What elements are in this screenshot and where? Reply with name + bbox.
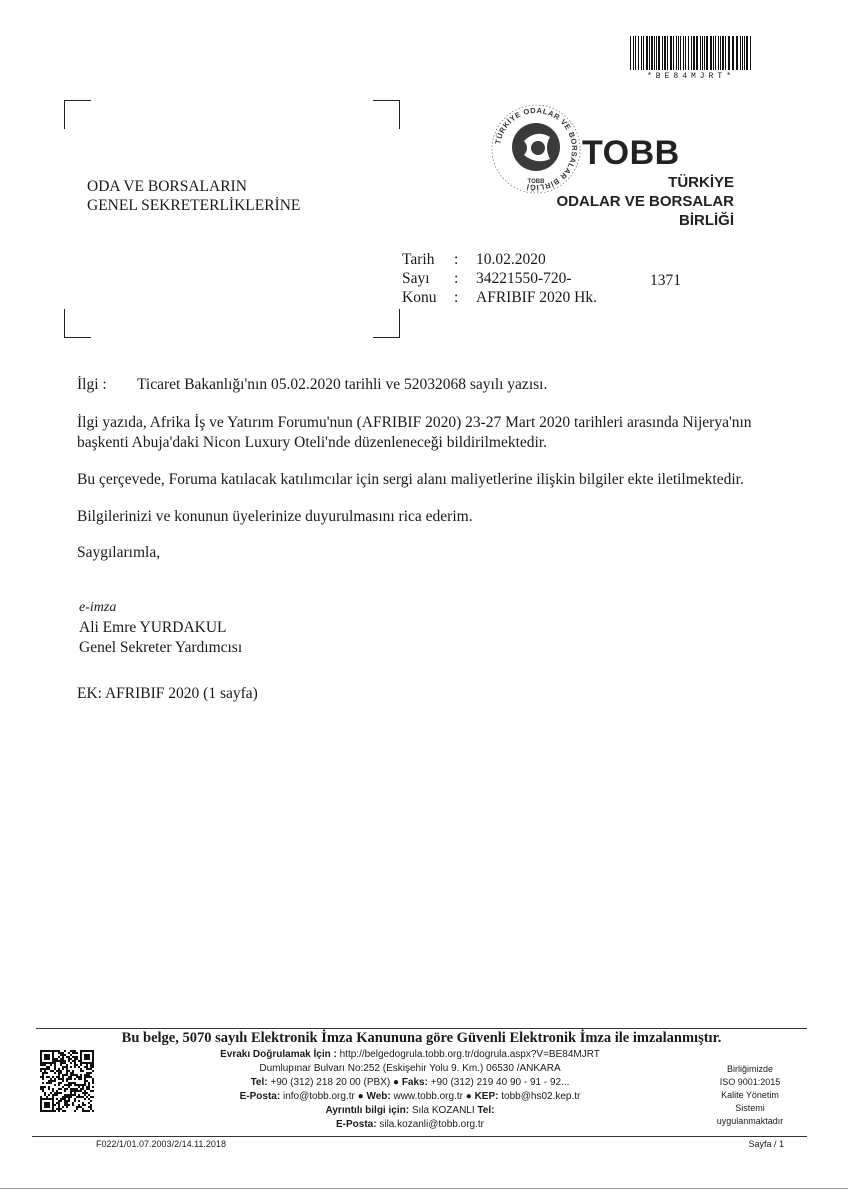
subject-value: AFRIBIF 2020 Hk. bbox=[476, 289, 598, 306]
tel-value: +90 (312) 218 20 00 (PBX) bbox=[270, 1077, 391, 1088]
barcode bbox=[630, 36, 752, 70]
logo-title: TOBB bbox=[582, 134, 680, 172]
logo-sub-line-1: TÜRKİYE bbox=[668, 174, 734, 191]
iso-line-3: Kalite Yönetim bbox=[721, 1090, 779, 1100]
ref-value: 34221550-720- bbox=[476, 270, 572, 287]
footer-contact-email-line bbox=[130, 1118, 690, 1132]
closing: Saygılarımla, bbox=[77, 544, 161, 561]
logo-subtitle bbox=[510, 173, 734, 230]
footer-divider-bottom bbox=[32, 1136, 807, 1137]
subject-sep: : bbox=[454, 289, 459, 306]
web-label: Web: bbox=[366, 1091, 391, 1102]
ilgi-label: İlgi : bbox=[77, 376, 107, 393]
address-corner-top-right bbox=[373, 100, 400, 129]
page-label: Sayfa bbox=[748, 1139, 772, 1149]
signer-title: Genel Sekreter Yardımcısı bbox=[79, 639, 243, 656]
form-code: F022/1/01.07.2003/2/14.11.2018 bbox=[96, 1139, 226, 1149]
contact-email-value[interactable]: sila.kozanli@tobb.org.tr bbox=[379, 1119, 484, 1130]
address-corner-bottom-left bbox=[64, 309, 91, 338]
logo-sub-line-2: ODALAR VE BORSALAR bbox=[556, 193, 734, 210]
date-sep: : bbox=[454, 251, 459, 268]
address-corner-top-left bbox=[64, 100, 91, 129]
recipient-line-2: GENEL SEKRETERLİKLERİNE bbox=[87, 197, 301, 214]
paragraph-2: Bu çerçevede, Foruma katılacak katılımcılar için sergi alanı maliyetlerine ilişkin bilgiler ekte iletilmektedir. bbox=[77, 471, 744, 488]
barcode-text: *BE84MJRT* bbox=[646, 72, 735, 81]
qr-code bbox=[40, 1050, 94, 1112]
meta-date-row bbox=[402, 250, 597, 269]
meta-ref-row bbox=[402, 269, 597, 288]
kep-value[interactable]: tobb@hs02.kep.tr bbox=[501, 1091, 581, 1102]
footer-verify-line bbox=[130, 1048, 690, 1062]
recipient-line-1: ODA VE BORSALARIN bbox=[87, 178, 247, 195]
footer-headline: Bu belge, 5070 sayılı Elektronik İmza Kanununa göre Güvenli Elektronik İmza ile imzalanmıştır. bbox=[121, 1030, 722, 1046]
web-value[interactable]: www.tobb.org.tr bbox=[393, 1091, 463, 1102]
footer-address: Dumlupınar Bulvarı No:252 (Eskişehir Yolu 9. Km.) 06530 /ANKARA bbox=[259, 1063, 561, 1074]
bullet-icon: ● bbox=[392, 1077, 400, 1088]
fax-label: Faks: bbox=[401, 1077, 428, 1088]
fax-value: +90 (312) 219 40 90 - 91 - 92... bbox=[430, 1077, 570, 1088]
subject-label: Konu bbox=[402, 289, 437, 306]
contact-tel-label: Tel: bbox=[477, 1105, 495, 1116]
ref-label: Sayı bbox=[402, 270, 430, 287]
ilgi-text: Ticaret Bakanlığı'nın 05.02.2020 tarihli ve 52032068 sayılı yazısı. bbox=[137, 376, 548, 393]
document-meta bbox=[402, 250, 597, 307]
paragraph-3: Bilgilerinizi ve konunun üyelerinize duyurulmasını rica ederim. bbox=[77, 508, 473, 525]
footer-divider-top bbox=[36, 1028, 807, 1029]
meta-subject-row bbox=[402, 288, 597, 307]
contact-email-label: E-Posta: bbox=[336, 1119, 377, 1130]
bullet-icon: ● bbox=[357, 1091, 364, 1102]
address-corner-bottom-right bbox=[373, 309, 400, 338]
footer-phone-line bbox=[130, 1076, 690, 1090]
footer-contact-line bbox=[130, 1104, 690, 1118]
tel-label: Tel: bbox=[250, 1077, 268, 1088]
verify-label: Evrakı Doğrulamak İçin : bbox=[220, 1049, 337, 1060]
kep-label: KEP: bbox=[474, 1091, 499, 1102]
recipient-block bbox=[87, 177, 300, 215]
iso-notice bbox=[700, 1063, 800, 1128]
iso-line-4: Sistemi bbox=[735, 1103, 765, 1113]
ref-number-extra: 1371 bbox=[650, 272, 681, 289]
paragraph-1: İlgi yazıda, Afrika İş ve Yatırım Forumu'nun (AFRIBIF 2020) 23-27 Mart 2020 tarihleri arasında Nijerya'nın başkenti Abuja'daki Nicon Luxury Oteli'nde düzenleneceği bildirilmektedir. bbox=[77, 414, 752, 451]
footer-contact-block bbox=[130, 1048, 690, 1132]
e-signature-mark: e-imza bbox=[79, 600, 117, 615]
date-value: 10.02.2020 bbox=[476, 251, 546, 268]
contact-label: Ayrıntılı bilgi için: bbox=[325, 1105, 410, 1116]
iso-line-2: ISO 9001:2015 bbox=[719, 1077, 781, 1087]
reference-line bbox=[77, 375, 797, 395]
logo-sub-line-3: BİRLİĞİ bbox=[679, 212, 734, 229]
footer-web-line bbox=[130, 1090, 690, 1104]
iso-line-5: uygulanmaktadır bbox=[716, 1116, 784, 1126]
emblem-ring-text: TÜRKİYE ODALAR VE BORSALAR BİRLİĞİ bbox=[493, 105, 580, 193]
date-label: Tarih bbox=[402, 251, 435, 268]
attachment-line: EK: AFRIBIF 2020 (1 sayfa) bbox=[77, 685, 258, 702]
signer-name: Ali Emre YURDAKUL bbox=[79, 619, 227, 636]
verify-url[interactable]: http://belgedogrula.tobb.org.tr/dogrula.aspx?V=BE84MJRT bbox=[339, 1049, 600, 1060]
page-bottom-edge bbox=[0, 1188, 848, 1189]
email-value[interactable]: info@tobb.org.tr bbox=[282, 1091, 355, 1102]
emblem-center-text: TOBB bbox=[527, 179, 545, 185]
iso-line-1: Birliğimizde bbox=[726, 1064, 773, 1074]
contact-value: Sıla KOZANLI bbox=[411, 1105, 475, 1116]
email-label: E-Posta: bbox=[239, 1091, 281, 1102]
bullet-icon: ● bbox=[465, 1091, 472, 1102]
ref-sep: : bbox=[454, 270, 459, 287]
page-value: / 1 bbox=[773, 1139, 784, 1149]
page-number bbox=[700, 1139, 784, 1149]
